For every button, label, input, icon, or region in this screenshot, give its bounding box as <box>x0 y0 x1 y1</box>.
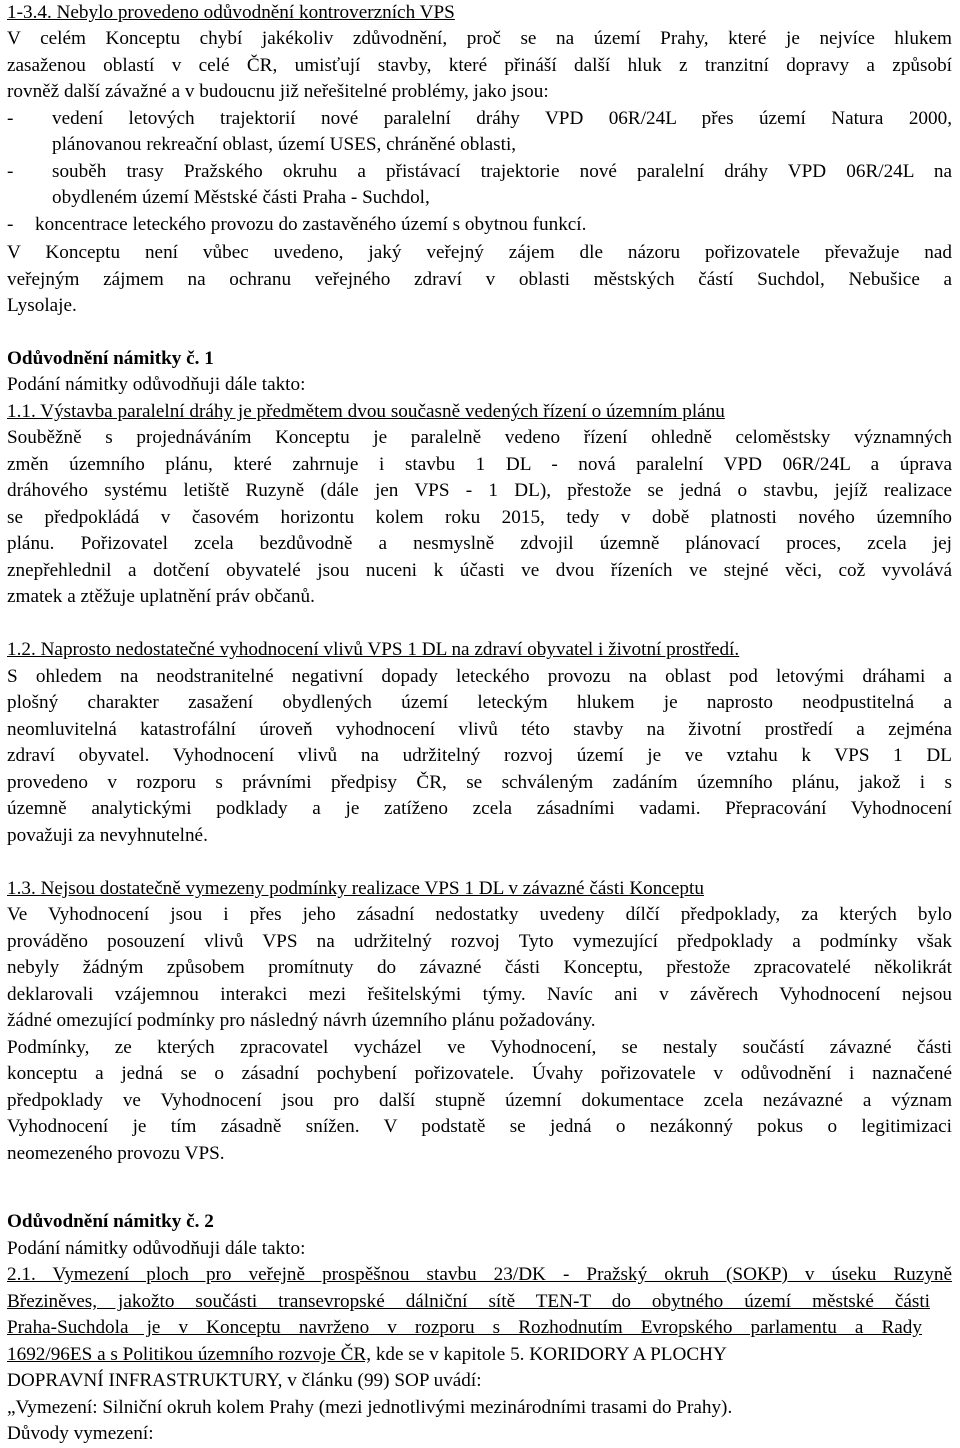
section-heading-1-2: 1.2. Naprosto nedostatečné vyhodnocení vlivů VPS 1 DL na zdraví obyvatel i životní prostředí. <box>7 639 740 660</box>
paragraph-line: zasaženou oblastí v celé ČR, umisťují stavby, které přináší další hluk z tranzitní dopravy a způsobí <box>7 55 952 76</box>
paragraph-line: V celém Konceptu chybí jakékoliv zdůvodnění, proč se na území Prahy, které je nejvíce hlukem <box>7 28 952 49</box>
paragraph-line: Podmínky, ze kterých zpracovatel vycházel ve Vyhodnocení, se nestaly součástí závazné části <box>7 1037 952 1058</box>
paragraph-line: Vyhodnocení je tím zásadně snížen. V podstatě se jedná o nezákonný pokus o legitimizaci <box>7 1116 952 1137</box>
bullet-dash: - <box>7 214 14 235</box>
paragraph-line: rovněž další závažné a v budoucnu již neřešitelné problémy, jako jsou: <box>7 81 549 102</box>
paragraph-line: provedeno v rozporu s právními předpisy ČR, se schváleným zadáním územního plánu, jakož i s <box>7 772 952 793</box>
paragraph-line: dráhového systému letiště Ruzyně (dále jen VPS - 1 DL), přestože se jedná o stavbu, jejíž realizace <box>7 480 952 501</box>
quote-line: „Vymezení: Silniční okruh kolem Prahy (mezi jednotlivými mezinárodními trasami do Prahy). <box>7 1397 733 1418</box>
paragraph-line: předpoklady ve Vyhodnocení jsou pro další stupně územní dokumentace zcela nezávazné a význam <box>7 1090 952 1111</box>
chapter-reference: kde se v kapitole 5. KORIDORY A PLOCHY <box>371 1344 727 1365</box>
paragraph-line: prováděno posouzení vlivů VPS na udržitelný rozvoj Tyto vymezující předpoklady a podmínky však <box>7 931 952 952</box>
paragraph-line: S ohledem na neodstranitelné negativní dopady leteckého provozu na oblast pod letovými dráhami a <box>7 666 952 687</box>
paragraph-line: Lysolaje. <box>7 295 77 316</box>
paragraph-line: plošný charakter zasažení obydlených území leteckým hlukem je naprosto neodpustitelná a <box>7 692 952 713</box>
bullet-item-line: souběh trasy Pražského okruhu a přistávací trajektorie nové paralelní dráhy VPD 06R/24L na <box>52 161 952 182</box>
bullet-item-line: vedení letových trajektorií nové paralelní dráhy VPD 06R/24L přes území Natura 2000, <box>52 108 952 129</box>
paragraph-line: konceptu a jedná se o zásadní pochybení pořizovatele. Úvahy pořizovatele v odůvodnění i naznačené <box>7 1063 952 1084</box>
bullet-item-line: koncentrace leteckého provozu do zastavěného území s obytnou funkcí. <box>35 214 587 235</box>
objection-2-title: Odůvodnění námitky č. 2 <box>7 1211 214 1232</box>
objection-1-title: Odůvodnění námitky č. 1 <box>7 348 214 369</box>
paragraph-line: považuji za nevyhnutelné. <box>7 825 208 846</box>
paragraph-line: V Konceptu není vůbec uvedeno, jaký veřejný zájem dle názoru pořizovatele převažuje nad <box>7 242 952 263</box>
paragraph-line: veřejným zájmem na ochranu veřejného zdraví v oblasti městských částí Suchdol, Nebušice a <box>7 269 952 290</box>
objection-1-subtitle: Podání námitky odůvodňuji dále takto: <box>7 374 306 395</box>
paragraph-line: územně analytickými podklady a je zatíženo zcela zásadními vadami. Přepracování Vyhodnocení <box>7 798 952 819</box>
section-heading-1-1: 1.1. Výstavba paralelní dráhy je předmětem dvou současně vedených řízení o územním plánu <box>7 401 725 422</box>
section-heading-2-1: 2.1. Vymezení ploch pro veřejně prospěšnou stavbu 23/DK - Pražský okruh (SOKP) v úseku Ruzyně <box>7 1264 952 1285</box>
section-heading-2-1-line: Březiněves, jakožto součásti transevropské dálniční sítě TEN-T do obytného území městské části <box>7 1291 930 1312</box>
section-heading-2-1-line: Praha-Suchdola je v Konceptu navrženo v rozporu s Rozhodnutím Evropského parlamentu a Rady <box>7 1317 922 1338</box>
bullet-dash: - <box>7 161 14 182</box>
paragraph-line: Souběžně s projednáváním Konceptu je paralelně vedeno řízení ohledně celoměstsky významných <box>7 427 952 448</box>
paragraph-line: zmatek a ztěžuje uplatnění práv občanů. <box>7 586 315 607</box>
paragraph-line: deklarovali vzájemnou interakci mezi řešitelskými týmy. Navíc ani v závěrech Vyhodnocení nejsou <box>7 984 952 1005</box>
paragraph-line: DOPRAVNÍ INFRASTRUKTURY, v článku (99) SOP uvádí: <box>7 1370 482 1391</box>
section-heading-1-3: 1.3. Nejsou dostatečně vymezeny podmínky realizace VPS 1 DL v závazné části Konceptu <box>7 878 704 899</box>
paragraph-line: Ve Vyhodnocení jsou i přes jeho zásadní nedostatky uvedeny dílčí předpoklady, za kterých bylo <box>7 904 952 925</box>
paragraph-line: žádné omezující podmínky pro následný návrh územního plánu požadovány. <box>7 1010 596 1031</box>
paragraph-line: nebyly žádným způsobem promítnuty do závazné části Konceptu, přestože zpracovatelé několikrát <box>7 957 952 978</box>
paragraph-line: změn územního plánu, které zahrnuje i stavbu 1 DL - nová paralelní VPD 06R/24L a úprava <box>7 454 952 475</box>
paragraph-line <box>7 1342 952 1368</box>
paragraph-line: neomezeného provozu VPS. <box>7 1143 225 1164</box>
bullet-item-line: plánovanou rekreační oblast, území USES, chráněné oblasti, <box>52 134 517 155</box>
paragraph-line: znepřehlednil a dotčení obyvatelé jsou nuceni k účasti ve dvou řízeních ve stejné věci, což vyvolává <box>7 560 952 581</box>
section-heading-1-3-4: 1-3.4. Nebylo provedeno odůvodnění kontroverzních VPS <box>7 2 455 23</box>
paragraph-line: zdraví obyvatel. Vyhodnocení vlivů na udržitelný rozvoj území je ve vztahu k VPS 1 DL <box>7 745 952 766</box>
paragraph-line: plánu. Pořizovatel zcela bezdůvodně a nesmyslně zdvojil územně plánovací proces, zcela jej <box>7 533 952 554</box>
bullet-item-line: obydleném území Městské části Praha - Suchdol, <box>52 187 430 208</box>
bullet-dash: - <box>7 108 14 129</box>
paragraph-line: neomluvitelná katastrofální úroveň vyhodnocení vlivů této stavby na životní prostředí a zejména <box>7 719 952 740</box>
objection-2-subtitle: Podání námitky odůvodňuji dále takto: <box>7 1238 306 1259</box>
regulation-reference: 1692/96ES a s Politikou územního rozvoje ČR, <box>7 1344 372 1365</box>
paragraph-line: se předpokládá v časovém horizontu kolem roku 2015, tedy v době platnosti nového územního <box>7 507 952 528</box>
paragraph-line: Důvody vymezení: <box>7 1423 154 1444</box>
